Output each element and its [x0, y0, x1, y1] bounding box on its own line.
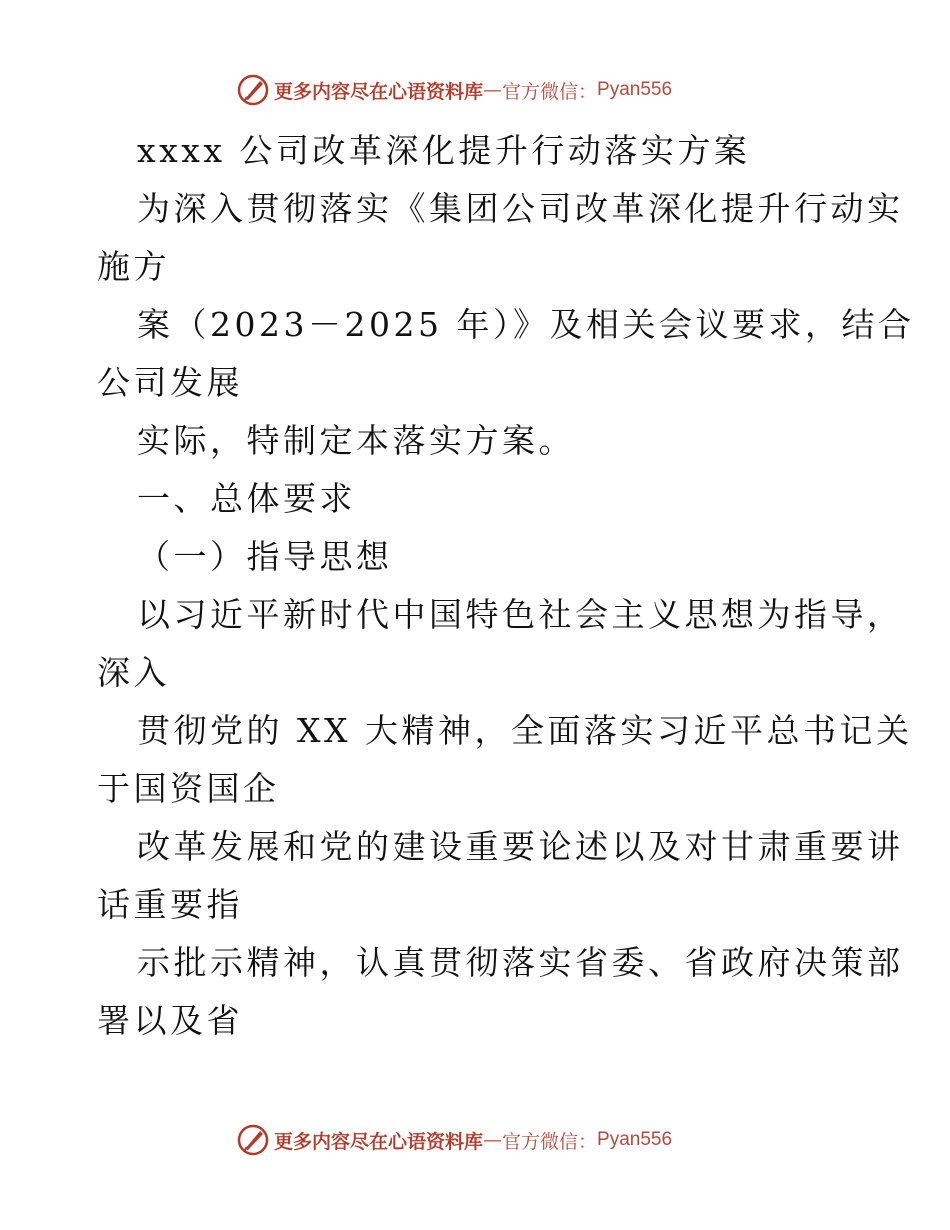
paragraph-line: 话重要指	[97, 885, 243, 924]
watermark-wechat-id: Pyan556	[597, 79, 673, 100]
paragraph-line: 示批示精神，认真贯彻落实省委、省政府决策部	[137, 943, 904, 982]
paragraph-line: 案（2023－2025 年）》及相关会议要求，结合	[137, 305, 915, 344]
feather-pen-logo-icon	[236, 1123, 270, 1157]
document-body	[97, 122, 915, 1050]
paragraph-line: 施方	[97, 247, 170, 286]
watermark-wechat-id: Pyan556	[597, 1129, 673, 1150]
section-heading: 一、总体要求	[137, 479, 356, 518]
paragraph-line: 公司发展	[97, 363, 243, 402]
paragraph-line: 以习近平新时代中国特色社会主义思想为指导，	[137, 595, 904, 634]
subsection-heading: （一）指导思想	[137, 537, 393, 576]
watermark-text: 更多内容尽在心语资料库	[274, 1130, 484, 1153]
watermark-text: 更多内容尽在心语资料库	[274, 80, 484, 103]
paragraph-line: 贯彻党的 XX 大精神，全面落实习近平总书记关	[137, 711, 913, 750]
watermark-dash: —	[483, 1129, 503, 1151]
watermark-dash: —	[483, 79, 503, 101]
paragraph-line: 于国资国企	[97, 769, 280, 808]
paragraph-line: 实际，特制定本落实方案。	[137, 421, 575, 460]
paragraph-line: 深入	[97, 653, 170, 692]
paragraph-line: 改革发展和党的建设重要论述以及对甘肃重要讲	[137, 827, 904, 866]
watermark-wechat-label: 官方微信：	[502, 1130, 598, 1153]
header-watermark	[236, 72, 716, 108]
paragraph-line: 为深入贯彻落实《集团公司改革深化提升行动实	[137, 189, 904, 228]
footer-watermark	[236, 1122, 716, 1158]
paragraph-line: 署以及省	[97, 1001, 243, 1040]
document-title: xxxx 公司改革深化提升行动落实方案	[137, 131, 751, 170]
watermark-wechat-label: 官方微信：	[502, 80, 598, 103]
feather-pen-logo-icon	[236, 73, 270, 107]
